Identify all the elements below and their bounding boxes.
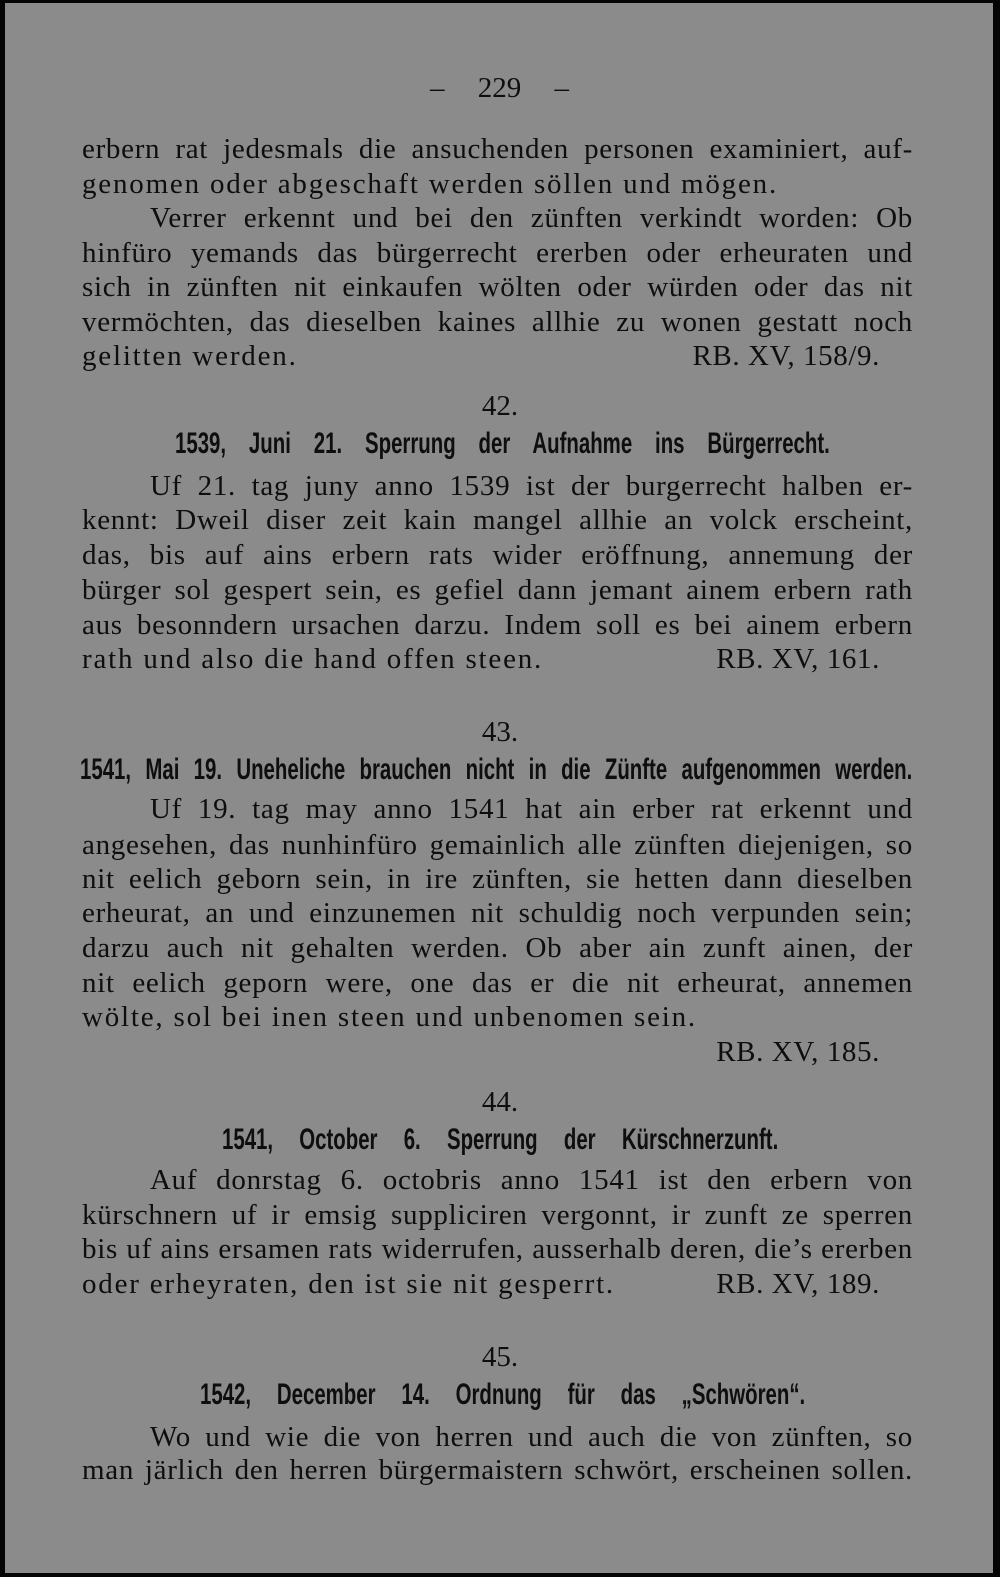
text-line: genomen oder abgeschaft werden söllen und mögen. <box>82 168 779 200</box>
entry-date: 1542, December 14. <box>200 1378 430 1411</box>
entry-heading <box>200 1378 805 1412</box>
text-line: Uf 21. tag juny anno 1539 ist der burgerrecht halben er- <box>150 470 913 502</box>
text-line: erbern rat jedesmals die ansuchenden personen examiniert, auf- <box>82 133 913 165</box>
entry-date: 1541, Mai 19. <box>80 753 223 786</box>
text-line: bis uf ains ersamen rats widerrufen, ausserhalb deren, die’s ererben <box>82 1233 913 1265</box>
entry-number: 45. <box>481 1341 519 1373</box>
text-line: nit eelich geporn were, one das er die nit erheurat, annemen <box>82 967 913 999</box>
entry-date: 1541, October 6. <box>222 1123 421 1156</box>
text-line: bürger sol gespert sein, es gefiel dann jemant ainem erbern rath <box>82 574 913 606</box>
text-line: rath und also die hand offen steen. <box>82 643 544 675</box>
text-line: das, bis auf ains erbern rats wider eröffnung, annemung der <box>82 539 913 571</box>
entry-title: Uneheliche brauchen nicht in die Zünfte aufgenommen werden. <box>236 753 913 786</box>
text-line: kennt: Dweil diser zeit kain mangel allhie an volck erscheint, <box>82 504 913 536</box>
entry-heading <box>80 753 912 787</box>
text-line: Auf donrstag 6. octobris anno 1541 ist den erbern von <box>150 1164 913 1196</box>
entry-title: Ordnung für das „Schwören“. <box>455 1378 806 1411</box>
text-line: man järlich den herren bürgermaistern schwört, erscheinen sollen. <box>82 1454 913 1486</box>
text-line: gelitten werden. <box>82 340 298 372</box>
entry-heading <box>175 427 830 461</box>
text-line: Wo und wie die von herren und auch die von zünften, so <box>150 1421 913 1453</box>
text-line: kürschnern uf ir emsig suppliciren vergonnt, ir zunft ze sperren <box>82 1199 913 1231</box>
entry-title: Sperrung der Kürschnerzunft. <box>446 1123 779 1156</box>
text-line: erheurat, an und einzunemen nit schuldig noch verpunden sein; <box>82 897 913 929</box>
entry-title: Sperrung der Aufnahme ins Bürgerrecht. <box>364 427 830 460</box>
entry-number: 43. <box>481 716 519 748</box>
entry-number: 44. <box>481 1086 519 1118</box>
citation: RB. XV, 161. <box>716 643 880 675</box>
text-line: nit eelich geborn sein, in ire zünften, sie hetten dann dieselben <box>82 863 913 895</box>
entry-date: 1539, Juni 21. <box>175 427 343 460</box>
text-line: vermöchten, das dieselben kaines allhie zu wonen gestatt noch <box>82 306 913 338</box>
text-line: darzu auch nit gehalten werden. Ob aber ain zunft ainen, der <box>82 932 913 964</box>
text-line: angesehen, das nunhinfüro gemainlich alle zünften diejenigen, so <box>82 829 913 861</box>
citation: RB. XV, 158/9. <box>692 340 880 372</box>
text-line: hinfüro yemands das bürgerrecht ererben oder erheuraten und <box>82 237 913 269</box>
entry-number: 42. <box>481 390 519 422</box>
text-line: Uf 19. tag may anno 1541 hat ain erber rat erkennt und <box>150 793 913 825</box>
text-line: sich in zünften nit einkaufen wölten oder würden oder das nit <box>82 271 913 303</box>
text-line: wölte, sol bei inen steen und unbenomen sein. <box>82 1001 697 1033</box>
citation: RB. XV, 189. <box>716 1268 880 1300</box>
page-number: – 229 – <box>430 72 569 104</box>
text-line: aus besonndern ursachen darzu. Indem soll es bei ainem erbern <box>82 609 913 641</box>
text-line: Verrer erkennt und bei den zünften verkindt worden: Ob <box>150 202 913 234</box>
entry-heading <box>222 1123 778 1157</box>
citation: RB. XV, 185. <box>716 1036 880 1068</box>
text-line: oder erheyraten, den ist sie nit gesperrt. <box>82 1268 615 1300</box>
